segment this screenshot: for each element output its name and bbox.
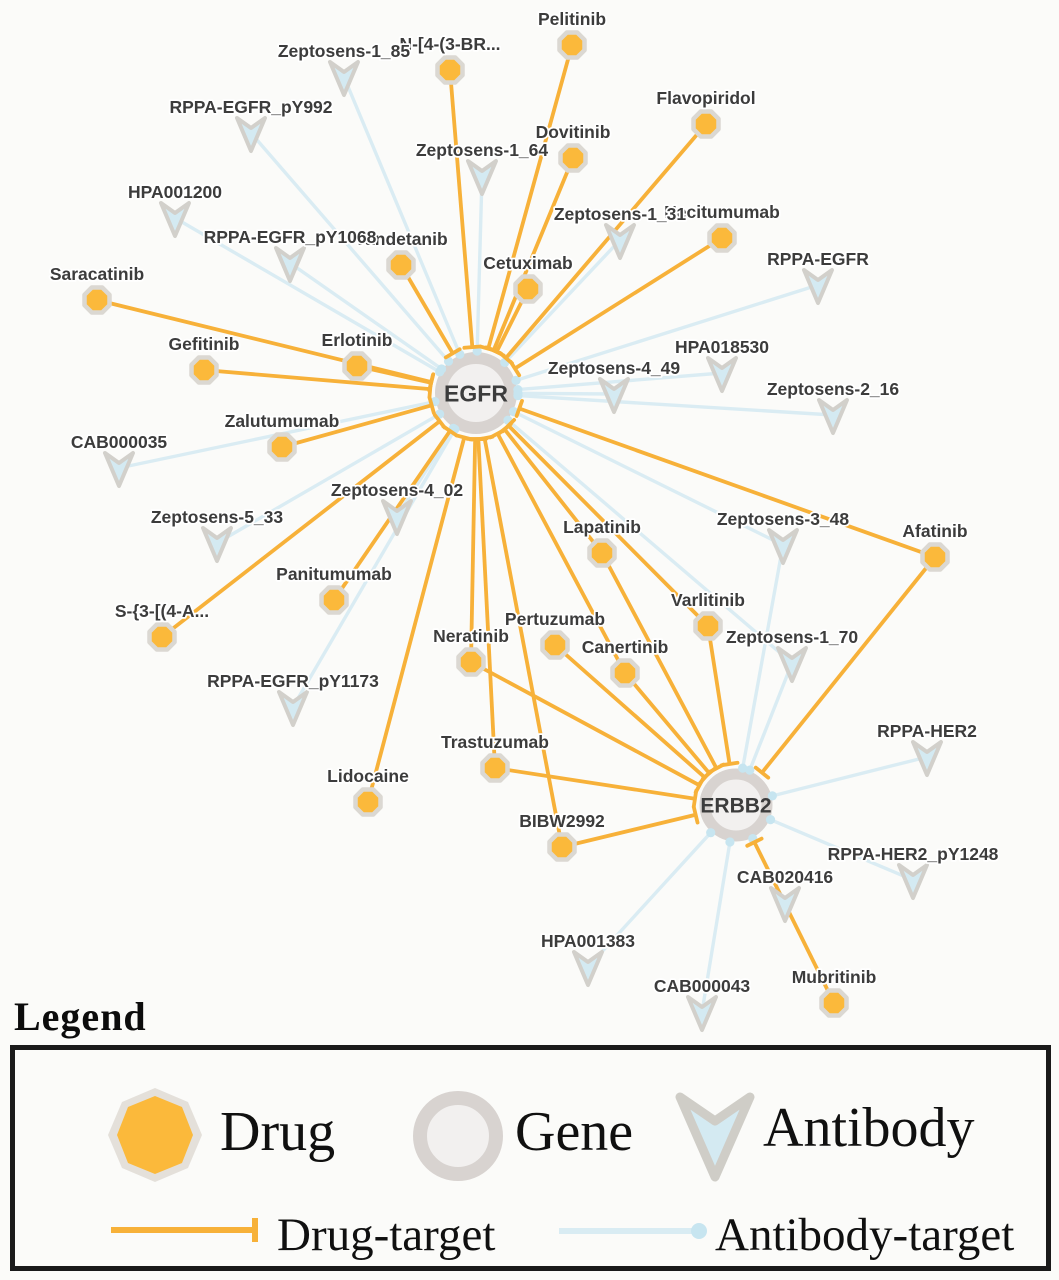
antibody-label-zeptosens-4-49: Zeptosens-4_49 (547, 358, 681, 378)
antibody-label-cab020416: CAB020416 (736, 867, 834, 887)
antibody-label-zeptosens-2-16: Zeptosens-2_16 (766, 379, 900, 399)
antibody-node-rppa-egfr-py1068[interactable] (276, 248, 304, 281)
drug-target-legend-label: Drug-target (277, 1209, 496, 1261)
drug-node-afatinib[interactable] (923, 545, 948, 570)
antibody-label-rppa-egfr: RPPA-EGFR (767, 249, 869, 269)
drug-node-varlitinib[interactable] (696, 614, 721, 639)
drug-node-pelitinib[interactable] (560, 33, 585, 58)
drug-label-mubritinib: Mubritinib (791, 967, 877, 987)
antibody-label-rppa-egfr-py1173: RPPA-EGFR_pY1173 (207, 671, 379, 691)
antibody-label-hpa001200: HPA001200 (127, 182, 223, 202)
drug-label-saracatinib: Saracatinib (49, 264, 145, 284)
antibody-label-rppa-egfr-py992: RPPA-EGFR_pY992 (169, 97, 333, 117)
drug-target-edge-canertinib-erbb2 (625, 673, 709, 773)
gene-legend-label: Gene (515, 1101, 634, 1163)
drug-node-bibw2992[interactable] (550, 835, 575, 860)
drug-node-flavopiridol[interactable] (694, 112, 719, 137)
edge-dot-cab000043-erbb2 (725, 837, 734, 846)
gene-legend-icon (410, 1088, 506, 1184)
legend-box (10, 1045, 1051, 1271)
drug-label-necitumumab: Necitumumab (664, 202, 780, 222)
antibody-target-edge-zeptosens-1-70-erbb2 (750, 663, 792, 770)
antibody-target-edge-zeptosens-1-64-egfr (477, 176, 482, 351)
antibody-label-zeptosens-4-02: Zeptosens-4_02 (330, 480, 464, 500)
antibody-node-zeptosens-2-16[interactable] (819, 400, 847, 433)
drug-label-pertuzumab: Pertuzumab (504, 609, 606, 629)
antibody-label-zeptosens-1-64: Zeptosens-1_64 (415, 140, 549, 160)
drug-label-trastuzumab: Trastuzumab (441, 732, 549, 752)
drug-node-vandetanib[interactable] (389, 253, 414, 278)
drug-label-canertinib: Canertinib (581, 637, 669, 657)
edge-dot-zeptosens-2-16-egfr (513, 391, 522, 400)
drug-label-lapatinib: Lapatinib (563, 517, 641, 537)
drug-label-gefitinib: Gefitinib (168, 334, 240, 354)
drug-node-mubritinib[interactable] (822, 991, 847, 1016)
drug-label-cetuximab: Cetuximab (483, 253, 573, 273)
antibody-node-cab020416[interactable] (771, 888, 799, 921)
gene-label-egfr: EGFR (444, 380, 508, 407)
antibody-label-zeptosens-1-31: Zeptosens-1_31 (553, 204, 687, 224)
drug-node-trastuzumab[interactable] (483, 756, 508, 781)
antibody-node-hpa001383[interactable] (574, 952, 602, 985)
antibody-node-rppa-egfr-py1173[interactable] (279, 692, 307, 725)
drug-node-canertinib[interactable] (613, 661, 638, 686)
drug-node-lidocaine[interactable] (356, 790, 381, 815)
drug-label-panitumumab: Panitumumab (276, 564, 392, 584)
drug-node-erlotinib[interactable] (345, 354, 370, 379)
antibody-label-rppa-egfr-py1068: RPPA-EGFR_pY1068 (203, 227, 377, 247)
legend-title: Legend (14, 994, 147, 1039)
antibody-node-zeptosens-1-31[interactable] (606, 225, 634, 258)
antibody-target-legend-label: Antibody-target (715, 1209, 1015, 1261)
antibody-legend-icon (670, 1085, 760, 1185)
edge-dot-zeptosens-1-70-erbb2 (745, 766, 754, 775)
drug-label-n-4-3-br: N-[4-(3-BR... (399, 34, 501, 54)
antibody-node-zeptosens-1-64[interactable] (468, 161, 496, 194)
antibody-node-zeptosens-1-85[interactable] (330, 62, 358, 95)
antibody-legend-label: Antibody (763, 1097, 975, 1159)
antibody-target-edge-icon (555, 1216, 715, 1246)
edge-tee-lidocaine-egfr (457, 435, 472, 439)
gene-label-erbb2: ERBB2 (700, 794, 772, 818)
edge-tee-erlotinib-egfr (429, 375, 433, 391)
drug-label-lidocaine: Lidocaine (327, 766, 409, 786)
antibody-label-zeptosens-3-48: Zeptosens-3_48 (716, 509, 850, 529)
node-labels (50, 9, 999, 996)
antibody-label-cab000035: CAB000035 (70, 432, 168, 452)
antibody-node-zeptosens-1-70[interactable] (778, 648, 806, 681)
antibody-label-rppa-her2: RPPA-HER2 (877, 721, 977, 741)
antibody-label-hpa018530: HPA018530 (674, 337, 770, 357)
drug-label-vandetanib: Vandetanib (354, 229, 448, 249)
edge-tee-bibw2992-erbb2 (694, 807, 698, 823)
drug-label-flavopiridol: Flavopiridol (656, 88, 756, 108)
drug-node-necitumumab[interactable] (710, 226, 735, 251)
drug-node-cetuximab[interactable] (516, 277, 541, 302)
drug-node-s-3-4-a[interactable] (150, 625, 175, 650)
antibody-label-zeptosens-5-33: Zeptosens-5_33 (150, 507, 284, 527)
drug-target-edge-n-4-3-br-egfr (450, 70, 472, 347)
drug-node-lapatinib[interactable] (590, 541, 615, 566)
drug-label-neratinib: Neratinib (433, 626, 509, 646)
drug-legend-label: Drug (220, 1101, 336, 1163)
antibody-label-rppa-her2-py1248: RPPA-HER2_pY1248 (827, 844, 999, 864)
drug-label-varlitinib: Varlitinib (671, 590, 745, 610)
drug-label-afatinib: Afatinib (902, 521, 968, 541)
edge-tee-n-4-3-br-egfr (464, 347, 480, 348)
antibody-label-zeptosens-1-85: Zeptosens-1_85 (277, 41, 411, 61)
drug-label-pelitinib: Pelitinib (537, 9, 607, 29)
drug-label-dovitinib: Dovitinib (535, 122, 611, 142)
drug-node-saracatinib[interactable] (85, 288, 110, 313)
antibody-target-edge-zeptosens-4-49-egfr (518, 393, 614, 394)
drug-node-gefitinib[interactable] (192, 358, 217, 383)
antibody-node-rppa-her2-py1248[interactable] (899, 865, 927, 898)
drug-node-dovitinib[interactable] (561, 146, 586, 171)
antibody-label-zeptosens-1-70: Zeptosens-1_70 (725, 627, 859, 647)
antibody-label-hpa001383: HPA001383 (540, 931, 636, 951)
edge-dot-rppa-egfr-py1068-egfr (437, 364, 446, 373)
drug-label-zalutumumab: Zalutumumab (224, 411, 340, 431)
drug-label-s-3-4-a: S-{3-[(4-A... (114, 601, 210, 621)
edge-tee-trastuzumab-erbb2 (694, 791, 696, 807)
antibody-node-zeptosens-3-48[interactable] (769, 530, 797, 563)
drug-label-erlotinib: Erlotinib (321, 330, 393, 350)
drug-legend-icon (100, 1080, 210, 1190)
drug-node-pertuzumab[interactable] (543, 633, 568, 658)
antibody-target-edge-rppa-her2-erbb2 (772, 757, 927, 796)
drug-node-n-4-3-br[interactable] (438, 58, 463, 83)
antibody-node-hpa001200[interactable] (161, 203, 189, 236)
drug-target-edge-icon (107, 1215, 267, 1245)
antibody-node-cab000035[interactable] (105, 453, 133, 486)
antibody-node-zeptosens-5-33[interactable] (203, 528, 231, 561)
drug-node-neratinib[interactable] (459, 650, 484, 675)
edge-dot-hpa001383-erbb2 (706, 828, 715, 837)
drug-label-bibw2992: BIBW2992 (519, 811, 605, 831)
edge-tee-varlitinib-erbb2 (722, 763, 738, 765)
drug-target-edge-trastuzumab-erbb2 (495, 768, 695, 799)
drug-node-zalutumumab[interactable] (270, 435, 295, 460)
drug-node-panitumumab[interactable] (322, 588, 347, 613)
antibody-label-cab000043: CAB000043 (653, 976, 751, 996)
